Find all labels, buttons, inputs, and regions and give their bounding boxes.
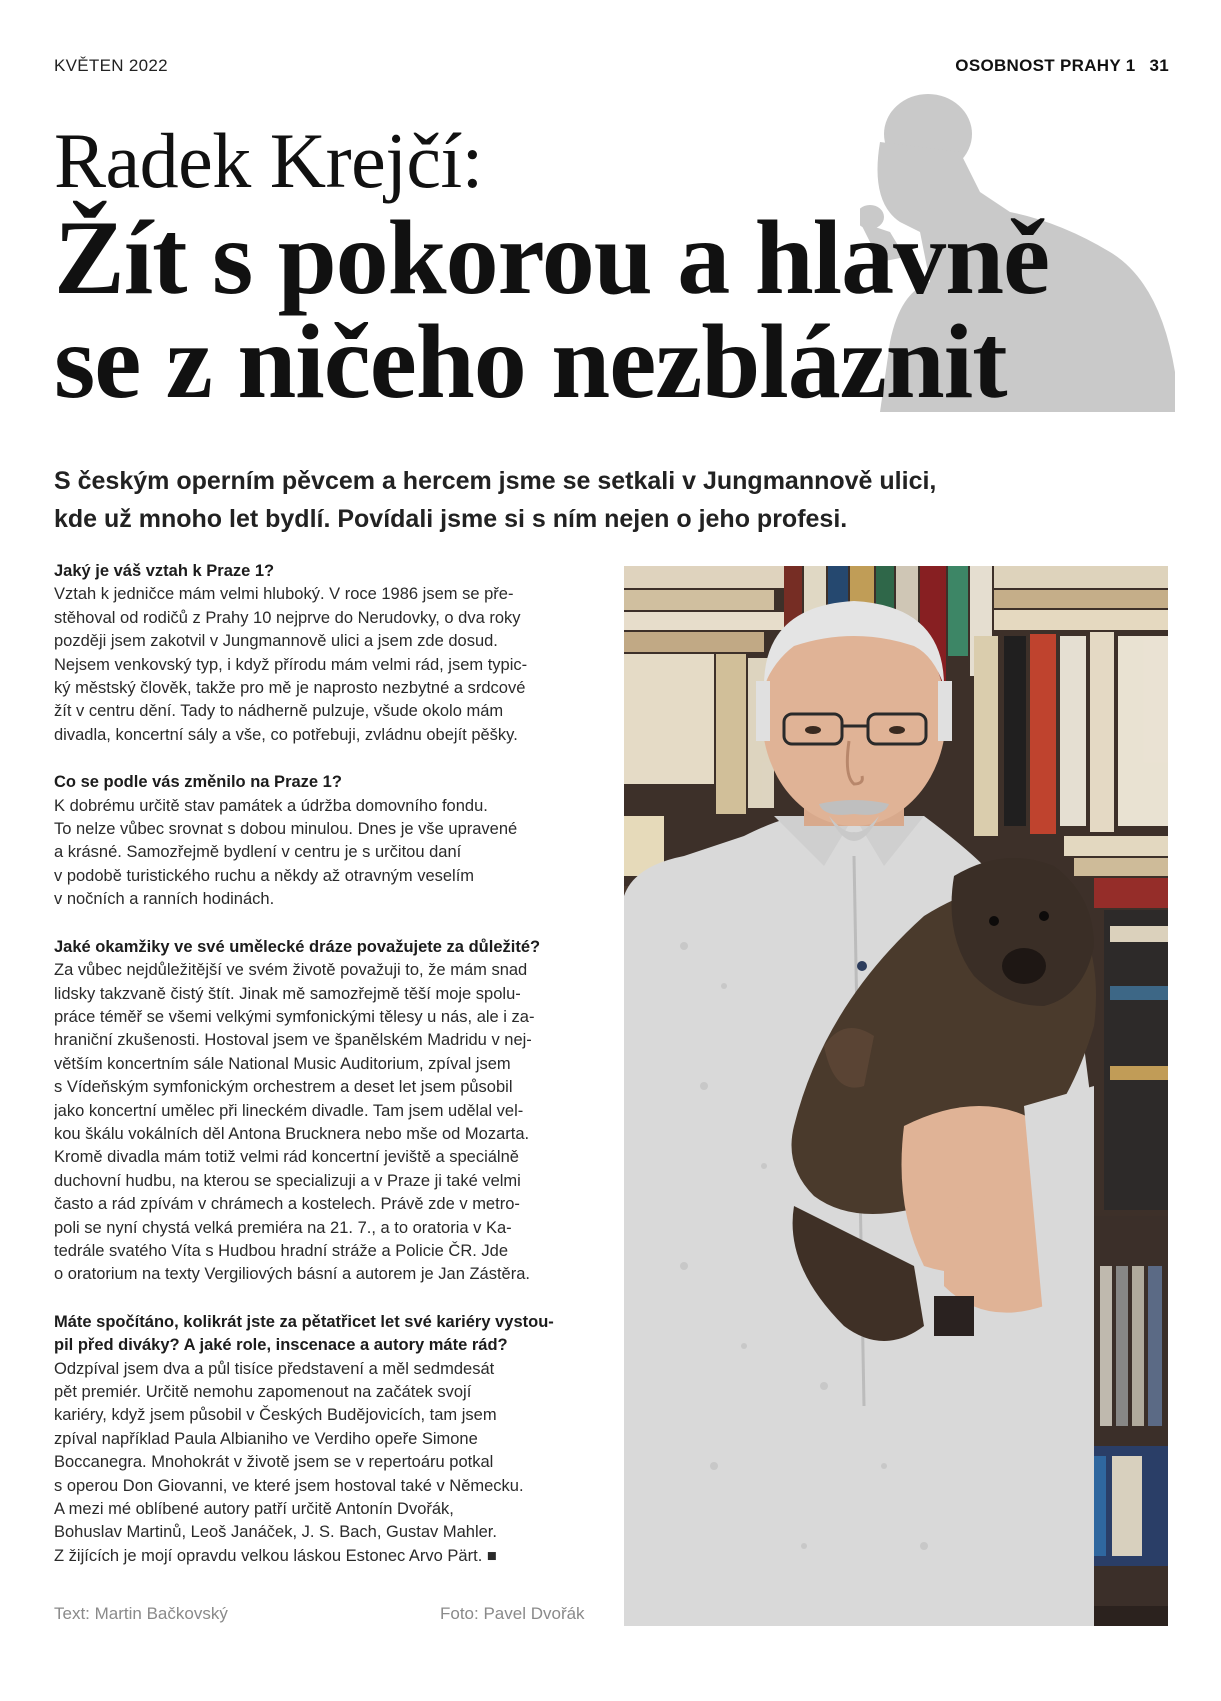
photo-credit: Foto: Pavel Dvořák: [440, 1604, 585, 1623]
portrait-photo-illustration: [624, 566, 1168, 1626]
title-name: Radek Krejčí:: [54, 117, 483, 204]
question: [54, 936, 599, 959]
answer-line: K dobrému určitě stav památek a údržba domovního fondu.: [54, 796, 488, 815]
answer-line: duchovní hudbu, na kterou se specializuji a v Praze ji také velmi: [54, 1171, 521, 1190]
answer-line: lidsky takzvaně čistý štít. Jinak mě samozřejmě těší moje spolu-: [54, 984, 521, 1003]
answer-line: Nejsem venkovský typ, i když přírodu mám velmi rád, jsem typic-: [54, 655, 528, 674]
question: [54, 560, 599, 583]
answer-line: v nočních a ranních hodinách.: [54, 890, 275, 909]
answer-line: Z žijících je mojí opravdu velkou láskou Estonec Arvo Pärt. ■: [54, 1546, 497, 1565]
answer-line: s Vídeňským symfonickým orchestrem a deset let jsem působil: [54, 1078, 513, 1097]
answer-line: později jsem zakotvil v Jungmannově ulici a jsem zde dosud.: [54, 632, 498, 651]
interview-body: [54, 560, 599, 1592]
answer-line: A mezi mé oblíbené autory patří určitě Antonín Dvořák,: [54, 1500, 454, 1519]
lead-paragraph: [54, 462, 1134, 538]
answer: [54, 795, 599, 912]
answer-line: v podobě turistického ruchu a někdy až otravným veselím: [54, 866, 475, 885]
question: [54, 1311, 599, 1358]
qa-block: [54, 1311, 599, 1568]
portrait-photo: [624, 566, 1168, 1626]
answer-line: Odzpíval jsem dva a půl tisíce představení a měl sedmdesát: [54, 1359, 495, 1378]
answer: [54, 959, 599, 1287]
qa-block: [54, 936, 599, 1287]
answer-line: Vztah k jedničce mám velmi hluboký. V roce 1986 jsem se pře-: [54, 585, 514, 604]
answer-line: stěhoval od rodičů z Prahy 10 nejprve do Nerudovky, o dva roky: [54, 608, 521, 627]
answer-line: zpíval například Paula Albianiho ve Verdiho opeře Simone: [54, 1429, 478, 1448]
question-line: Jaké okamžiky ve své umělecké dráze považujete za důležité?: [54, 937, 541, 956]
answer-line: kariéry, když jsem působil v Českých Budějovicích, tam jsem: [54, 1406, 497, 1425]
answer-line: s operou Don Giovanni, ve které jsem hostoval také v Německu.: [54, 1476, 524, 1495]
answer-line: tedrále svatého Víta s Hudbou hradní stráže a Policie ČR. Jde: [54, 1241, 508, 1260]
answer-line: pět premiér. Určitě nemohu zapomenout na začátek svojí: [54, 1383, 472, 1401]
answer-line: větším koncertním sále National Music Auditorium, zpíval jsem: [54, 1054, 511, 1073]
answer-line: kou škálu vokálních děl Antona Brucknera nebo mše od Mozarta.: [54, 1124, 530, 1143]
text-credit: Text: Martin Bačkovský: [54, 1604, 228, 1623]
title-line-3: se z ničeho nezbláznit: [54, 303, 1007, 420]
answer-line: práce téměř se všemi velkými symfonickými tělesy u nás, ale i za-: [54, 1007, 535, 1026]
page-number: 31: [1149, 56, 1169, 75]
title-line-2: Žít s pokorou a hlavně: [54, 199, 1050, 316]
question-line: Jaký je váš vztah k Praze 1?: [54, 562, 275, 580]
issue-date: KVĚTEN 2022: [54, 56, 168, 75]
answer-line: Kromě divadla mám totiž velmi rád koncertní jeviště a speciálně: [54, 1148, 519, 1167]
article-title: [54, 116, 1134, 420]
answer-line: Za vůbec nejdůležitější ve svém životě považuji to, že mám snad: [54, 961, 528, 980]
answer-line: Boccanegra. Mnohokrát v životě jsem se v repertoáru potkal: [54, 1453, 494, 1472]
lead-line: S českým operním pěvcem a hercem jsme se setkali v Jungmannově ulici,: [54, 467, 937, 495]
answer-line: hraniční zkušenosti. Hostoval jsem ve španělském Madridu v nej-: [54, 1031, 532, 1050]
answer-line: To nelze vůbec srovnat s dobou minulou. Dnes je vše upravené: [54, 820, 518, 839]
section-name: OSOBNOST PRAHY 1: [955, 56, 1136, 75]
question-line: Co se podle vás změnilo na Praze 1?: [54, 773, 342, 792]
qa-block: [54, 771, 599, 911]
answer-line: jako koncertní umělec při lineckém divadle. Tam jsem udělal vel-: [54, 1101, 524, 1120]
question: [54, 771, 599, 794]
question-line: pil před diváky? A jaké role, inscenace a autory máte rád?: [54, 1336, 508, 1355]
section-header: [955, 56, 1169, 76]
answer-line: žít v centru dění. Tady to nádherně pulzuje, všude okolo mám: [54, 702, 504, 721]
question-line: Máte spočítáno, kolikrát jste za pětatřicet let své kariéry vystou-: [54, 1312, 554, 1331]
answer-line: divadla, koncertní sály a vše, co potřebuji, zvládnu obejít pěšky.: [54, 725, 518, 744]
answer-line: Bohuslav Martinů, Leoš Janáček, J. S. Bach, Gustav Mahler.: [54, 1523, 497, 1542]
qa-block: [54, 560, 599, 747]
answer-line: ký městský člověk, takže pro mě je naprosto nezbytné a srdcové: [54, 679, 526, 698]
answer-line: často a rád zpívám v chrámech a kostelech. Právě zde v metro-: [54, 1195, 520, 1214]
answer-line: poli se nyní chystá velká premiéra na 21. 7., a to oratoria v Ka-: [54, 1218, 512, 1237]
answer-line: a krásné. Samozřejmě bydlení v centru je s určitou daní: [54, 843, 462, 862]
answer-line: o oratorium na texty Vergiliových básní a autorem je Jan Zástěra.: [54, 1265, 530, 1284]
lead-line: kde už mnoho let bydlí. Povídali jsme si s ním nejen o jeho profesi.: [54, 505, 848, 533]
answer: [54, 583, 599, 747]
answer: [54, 1358, 599, 1569]
